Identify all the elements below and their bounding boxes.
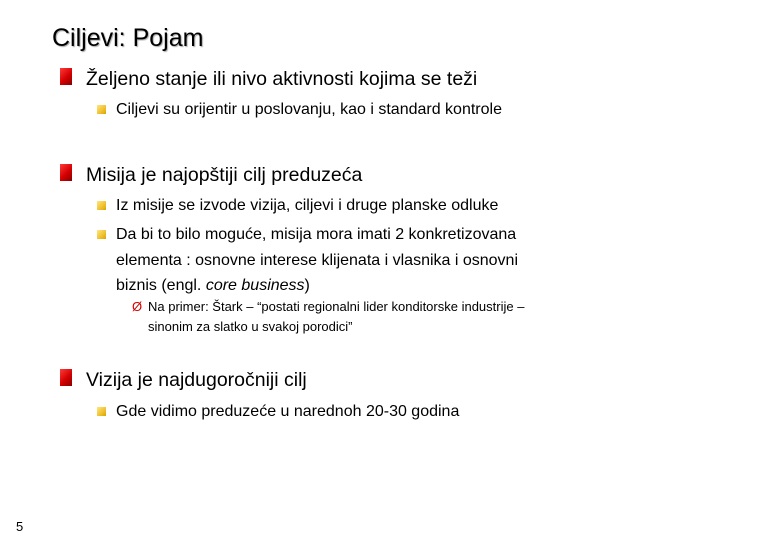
yellow-square-bullet-icon [97,407,106,416]
section-2-item-2-line-3-post: ) [304,277,310,294]
section-2-item-2-line-3 [116,273,756,299]
section-2-item-1 [116,193,736,219]
section-3-item-1-text: Gde vidimo preduzeće u narednoh 20-30 godina [116,403,460,420]
section-2-example [132,297,758,337]
section-2-item-1-text: Iz misije se izvode vizija, ciljevi i druge planske odluke [116,197,499,214]
yellow-square-bullet-icon [97,105,106,114]
red-square-bullet-icon [60,164,72,181]
page-number: 5 [16,519,24,534]
red-square-bullet-icon [60,369,72,386]
section-1-item-1 [116,97,736,123]
section-1-item-1-text: Ciljevi su orijentir u poslovanju, kao i standard kontrole [116,101,502,118]
red-square-bullet-icon [60,68,72,85]
slide-title: Ciljevi: Pojam [52,24,204,52]
section-2-heading-text: Misija je najopštiji cilj preduzeća [86,164,363,186]
yellow-square-bullet-icon [97,201,106,210]
section-2-item-2-line-3-pre: biznis (engl. [116,277,206,294]
section-3-heading-text: Vizija je najdugoročniji cilj [86,369,307,391]
yellow-square-bullet-icon [97,230,106,239]
section-1-heading [86,67,477,91]
section-2-example-line-2: sinonim za slatko u svakoj porodici” [148,319,353,334]
section-2-example-line-1: Na primer: Štark – “postati regionalni lider konditorske industrije – [148,299,525,314]
section-2-item-2 [116,222,756,299]
section-2-item-2-line-1: Da bi to bilo moguće, misija mora imati 2 konkretizovana [116,226,517,243]
section-2-item-2-line-3-em: core business [205,277,305,294]
section-3-heading [86,368,307,392]
section-3-item-1 [116,399,736,425]
section-2-item-2-line-2: elementa : osnovne interese klijenata i vlasnika i osnovni [116,251,519,269]
arrow-bullet-icon: Ø [132,299,143,314]
section-1-heading-text: Željeno stanje ili nivo aktivnosti kojima se teži [86,68,478,90]
section-2-heading [86,163,362,187]
